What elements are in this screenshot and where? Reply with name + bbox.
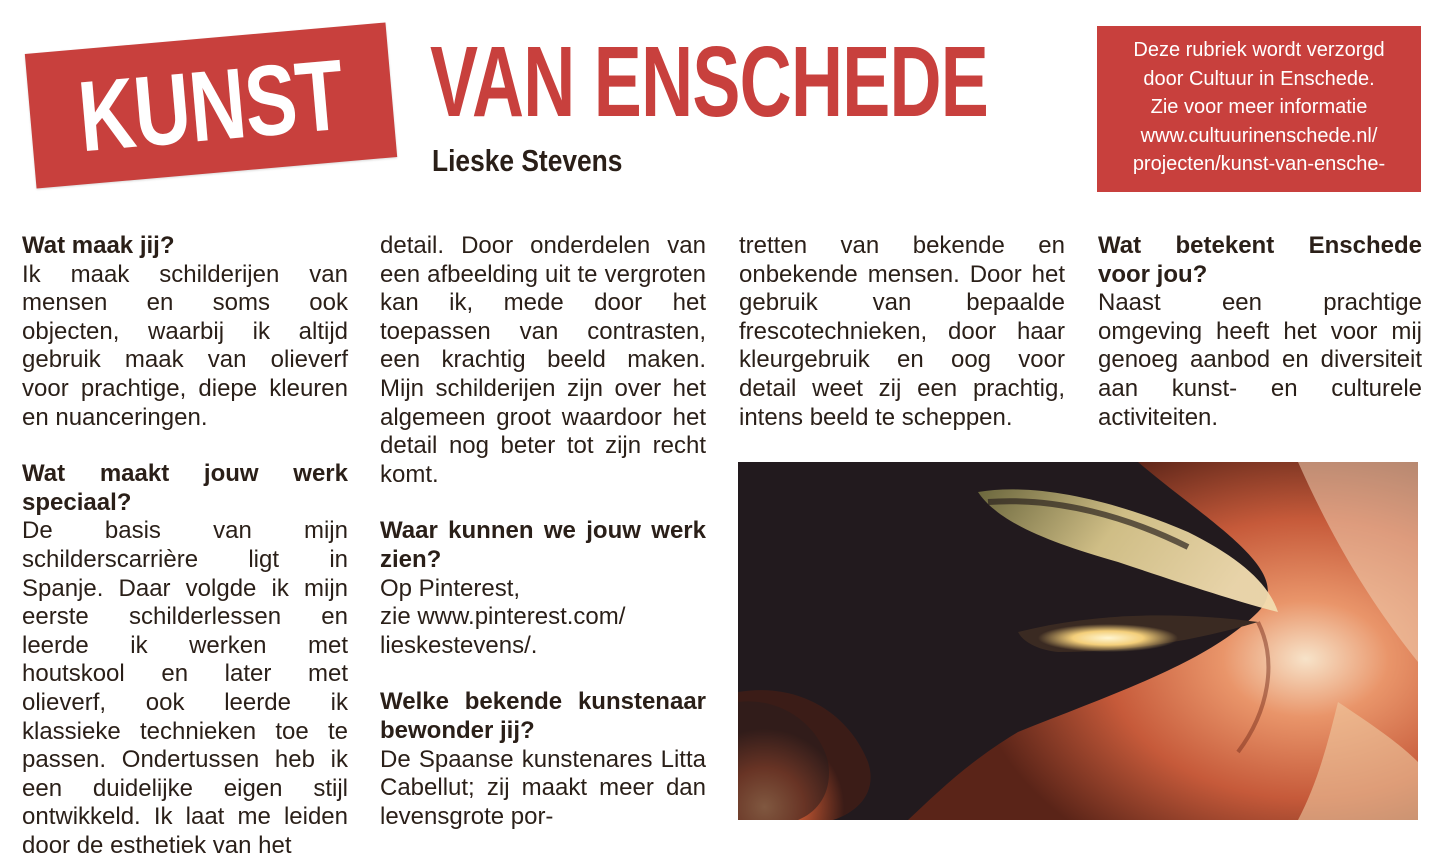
article-column-2	[380, 232, 706, 831]
info-line: Zie voor meer informatie	[1150, 96, 1368, 118]
info-link-line[interactable]: projecten/kunst-van-ensche-	[1132, 153, 1386, 175]
question-heading: Welke bekende kunstenaar bewonder jij?	[380, 688, 706, 744]
article-column-3	[739, 232, 1065, 432]
page-title: VAN ENSCHEDE	[430, 26, 989, 138]
question-heading: Wat maakt jouw werk speciaal?	[22, 460, 348, 516]
answer-text: Ik maak schilderijen van mensen en soms ook objecten, waarbij ik altijd gebruik maak van olieverf voor prachtige, diepe kleuren en nuanceringen.	[22, 260, 348, 431]
pinterest-link[interactable]: zie www.pinterest.com/	[380, 603, 626, 631]
info-line: Deze rubriek wordt verzorgd	[1133, 39, 1385, 61]
painting-image	[738, 462, 1418, 820]
pinterest-link[interactable]: lieskestevens/.	[380, 631, 538, 659]
article-column-4	[1098, 232, 1422, 432]
logo-word: KUNST	[74, 38, 348, 173]
kunst-logo-box	[25, 22, 397, 188]
question-heading: Waar kunnen we jouw werk zien?	[380, 517, 706, 573]
question-heading: Wat betekent Enschede voor jou?	[1098, 232, 1422, 288]
author-name: Lieske Stevens	[432, 143, 623, 178]
info-box	[1097, 26, 1421, 192]
article-column-1	[22, 232, 348, 860]
answer-text: Op Pinterest,	[380, 574, 521, 602]
answer-text: De basis van mijn schilderscarrière ligt in Spanje. Daar volgde ik mijn eerste schilderlessen en leerde ik werken met houtskool en later met olieverf, ook leerde ik klassieke technieken toe te passen. Ondertussen heb ik een duidelijke eigen stijl ontwikkeld. Ik laat me leiden door de esthetiek van het	[22, 517, 348, 859]
info-link-line[interactable]: www.cultuurinenschede.nl/	[1140, 124, 1378, 147]
answer-text: Naast een prachtige omgeving heeft het voor mij genoeg aanbod en diversiteit aan kunst- en culturele activiteiten.	[1098, 289, 1422, 431]
info-line: door Cultuur in Enschede.	[1143, 67, 1375, 90]
answer-text: De Spaanse kunstenares Litta Cabellut; zij maakt meer dan levensgrote por-	[380, 745, 706, 830]
answer-text: tretten van bekende en onbekende mensen. Door het gebruik van bepaalde frescotechnieken, door haar kleurgebruik en oog voor detail weet zij een prachtig, intens beeld te scheppen.	[739, 232, 1065, 431]
question-heading: Wat maak jij?	[22, 232, 175, 259]
answer-text: detail. Door onderdelen van een afbeelding uit te vergroten kan ik, mede door het toepassen van contrasten, een krachtig beeld maken. Mijn schilderijen zijn over het algemeen groot waardoor het detail nog beter tot zijn recht komt.	[380, 232, 706, 488]
